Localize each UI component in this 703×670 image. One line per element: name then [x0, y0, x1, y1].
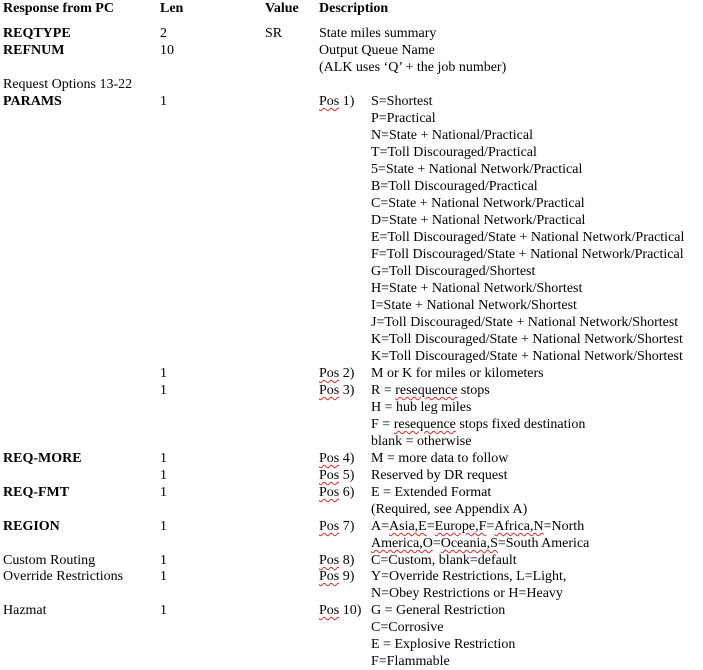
pos-number: 8): [339, 553, 355, 568]
option-line: E = Explosive Restriction: [371, 637, 516, 652]
option-line: N=State + National/Practical: [371, 128, 533, 143]
req-more-name: REQ-MORE: [3, 451, 82, 466]
region-text: =South America: [497, 536, 590, 551]
header-len: Len: [160, 1, 184, 16]
region-text: =: [432, 536, 441, 551]
pos-word: Pos: [319, 94, 340, 109]
option-line: F=Flammable: [371, 654, 450, 669]
req-fmt-desc-2: (Required, see Appendix A): [371, 502, 528, 517]
pos-word: Pos: [319, 451, 340, 466]
pos-word: Pos: [319, 383, 340, 398]
custom-routing-pos: [319, 552, 354, 569]
pos3-r-suffix: stops: [457, 383, 490, 398]
custom-routing-desc: C=Custom, blank=default: [371, 553, 517, 568]
region-oceania: Oceania,S: [440, 536, 498, 551]
option-line: H=State + National Network/Shortest: [371, 281, 583, 296]
option-line: G = General Restriction: [371, 603, 506, 618]
reqtype-len: 2: [160, 26, 167, 41]
pos3-r: [371, 382, 490, 399]
pos2-desc: M or K for miles or kilometers: [371, 366, 544, 381]
option-line: K=Toll Discouraged/State + National Network/Shortest: [371, 349, 683, 364]
option-line: B=Toll Discouraged/Practical: [371, 179, 538, 194]
pos-word: Pos: [319, 603, 340, 618]
refnum-len: 10: [160, 43, 174, 58]
pos-number: 1): [339, 94, 355, 109]
header-description: Description: [319, 1, 389, 16]
pos3-f: [371, 416, 585, 433]
region-africa: Africa,N: [494, 519, 544, 534]
req-more-desc: M = more data to follow: [371, 451, 509, 466]
pos-number: 5): [339, 468, 355, 483]
reqtype-desc: State miles summary: [319, 26, 437, 41]
override-desc-1: Y=Override Restrictions, L=Light,: [371, 569, 567, 584]
refnum-desc-2: (ALK uses ‘Q’ + the job number): [319, 60, 507, 75]
option-line: D=State + National Network/Practical: [371, 213, 586, 228]
params-name: PARAMS: [3, 94, 62, 109]
pos3-f-suffix: stops fixed destination: [455, 417, 586, 432]
params-pos: [319, 93, 354, 110]
pos3-r-prefix: R =: [371, 383, 396, 398]
reqtype-name: REQTYPE: [3, 26, 71, 41]
hazmat-pos: [319, 602, 361, 619]
option-line: E=Toll Discouraged/State + National Network/Practical: [371, 230, 685, 245]
pos3-blank: blank = otherwise: [371, 434, 472, 449]
hazmat-len: 1: [160, 603, 167, 618]
option-line: G=Toll Discouraged/Shortest: [371, 264, 536, 279]
region-america: America,O: [371, 536, 433, 551]
override-name: Override Restrictions: [3, 569, 124, 584]
region-europe: Europe,F: [434, 519, 487, 534]
req-more-pos: [319, 450, 354, 467]
req-fmt-pos: [319, 484, 354, 501]
hazmat-name: Hazmat: [3, 603, 47, 618]
pos3-f-prefix: F =: [371, 417, 394, 432]
pos5-desc: Reserved by DR request: [371, 468, 508, 483]
override-desc-2: N=Obey Restrictions or H=Heavy: [371, 586, 563, 601]
pos3-pos: [319, 382, 354, 399]
override-len: 1: [160, 569, 167, 584]
req-fmt-name: REQ-FMT: [3, 485, 70, 500]
option-line: K=Toll Discouraged/State + National Network/Shortest: [371, 332, 683, 347]
region-text: A=: [371, 519, 390, 534]
pos-number: 9): [339, 569, 355, 584]
pos2-len: 1: [160, 366, 167, 381]
region-pos: [319, 518, 354, 535]
option-line: C=State + National Network/Practical: [371, 196, 585, 211]
option-line: F=Toll Discouraged/State + National Network/Practical: [371, 247, 684, 262]
request-options-label: Request Options 13-22: [3, 77, 133, 92]
option-line: I=State + National Network/Shortest: [371, 298, 577, 313]
pos-word: Pos: [319, 569, 340, 584]
pos-number: 7): [339, 519, 355, 534]
header-response-from-pc: Response from PC: [3, 1, 114, 16]
pos-number: 3): [339, 383, 355, 398]
option-line: 5=State + National Network/Practical: [371, 162, 583, 177]
pos3-h: H = hub leg miles: [371, 400, 472, 415]
refnum-desc-1: Output Queue Name: [319, 43, 435, 58]
req-more-len: 1: [160, 451, 167, 466]
region-text: =: [486, 519, 495, 534]
pos2-pos: [319, 365, 354, 382]
region-text: =: [426, 519, 435, 534]
pos5-pos: [319, 467, 354, 484]
region-name: REGION: [3, 519, 60, 534]
pos-word: Pos: [319, 519, 340, 534]
pos3-len: 1: [160, 383, 167, 398]
option-line: P=Practical: [371, 111, 436, 126]
option-line: T=Toll Discouraged/Practical: [371, 145, 537, 160]
pos-number: 10): [339, 603, 362, 618]
option-line: J=Toll Discouraged/State + National Network/Shortest: [371, 315, 679, 330]
pos-number: 6): [339, 485, 355, 500]
header-value: Value: [265, 1, 299, 16]
pos-word: Pos: [319, 553, 340, 568]
region-len: 1: [160, 519, 167, 534]
pos-word: Pos: [319, 485, 340, 500]
pos-word: Pos: [319, 366, 340, 381]
custom-routing-name: Custom Routing: [3, 553, 96, 568]
req-fmt-desc-1: E = Extended Format: [371, 485, 492, 500]
pos-number: 4): [339, 451, 355, 466]
pos-number: 2): [339, 366, 355, 381]
pos3-f-word: resequence: [393, 417, 456, 432]
params-len: 1: [160, 94, 167, 109]
pos5-len: 1: [160, 468, 167, 483]
refnum-name: REFNUM: [3, 43, 65, 58]
region-text: =North: [543, 519, 585, 534]
region-asia: Asia,E: [389, 519, 427, 534]
custom-routing-len: 1: [160, 553, 167, 568]
region-desc-2: [371, 535, 589, 552]
pos3-r-word: resequence: [395, 383, 458, 398]
reqtype-value: SR: [265, 26, 283, 41]
option-line: C=Corrosive: [371, 620, 444, 635]
option-line: S=Shortest: [371, 94, 433, 109]
pos-word: Pos: [319, 468, 340, 483]
override-pos: [319, 568, 354, 585]
region-desc-1: [371, 518, 584, 535]
req-fmt-len: 1: [160, 485, 167, 500]
